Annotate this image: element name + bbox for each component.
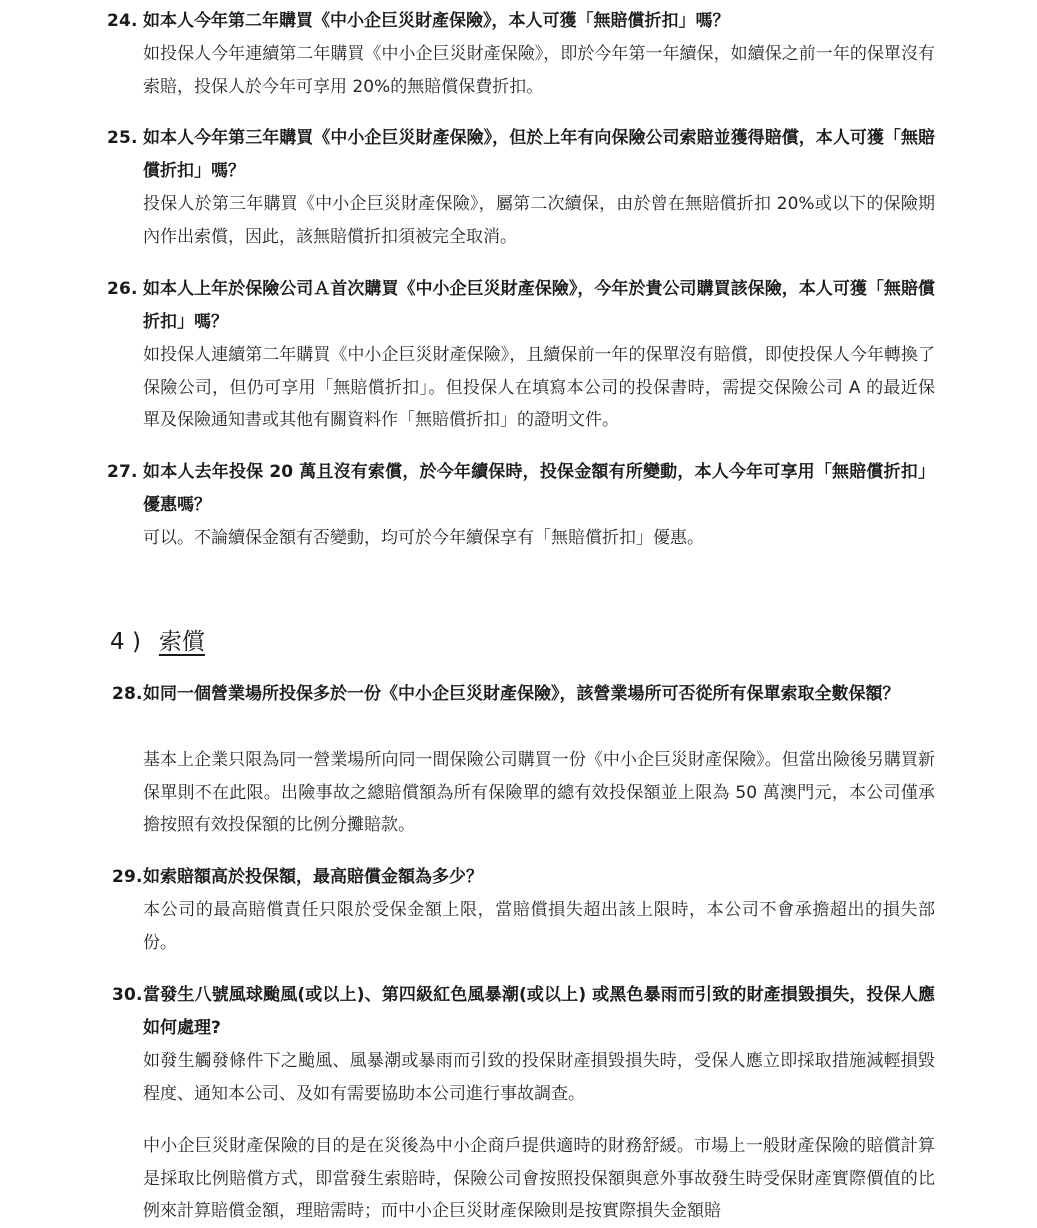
question-number: 24. [107, 11, 138, 31]
question-number: 26. [107, 279, 138, 299]
section-heading [110, 624, 205, 660]
closing-paragraph: 中小企巨災財產保險的目的是在災後為中小企商戶提供適時的財務舒緩。市場上一般財產保險的賠償計算是採取比例賠償方式，即當發生索賠時，保險公司會按照投保額與意外事故發生時受保財產實際價值的比例來計算賠償金額，理賠需時；而中小企巨災財產保險則是按實際損失金額賠 [143, 1136, 935, 1221]
section-number: 4 ) [110, 629, 141, 655]
answer-text: 基本上企業只限為同一營業場所向同一間保險公司購買一份《中小企巨災財產保險》。但當出險後另購買新保單則不在此限。出險事故之總賠償額為所有保險單的總有效投保額並上限為 50 萬澳門元，本公司僅承擔按照有效投保額的比例分攤賠款。 [143, 750, 935, 835]
question-text: 如索賠額高於投保額，最高賠償金額為多少？ [143, 867, 483, 887]
question-text: 當發生八號風球颱風(或以上)、第四級紅色風暴潮(或以上) 或黑色暴雨而引致的財產損毀損失，投保人應如何處理? [143, 985, 935, 1038]
question-text: 如本人去年投保 20 萬且沒有索償，於今年續保時，投保金額有所變動，本人今年可享用「無賠償折扣」優惠嗎？ [143, 462, 935, 515]
question-text: 如本人今年第三年購買《中小企巨災財產保險》，但於上年有向保險公司索賠並獲得賠償，本人可獲「無賠償折扣」嗎？ [143, 128, 935, 181]
answer-text: 可以。不論續保金額有否變動，均可於今年續保享有「無賠償折扣」優惠。 [143, 528, 704, 548]
question-text: 如本人今年第二年購買《中小企巨災財產保險》，本人可獲「無賠償折扣」嗎？ [143, 11, 730, 31]
answer-text: 如投保人今年連續第二年購買《中小企巨災財產保險》，即於今年第一年續保，如續保之前一年的保單沒有索賠，投保人於今年可享用 20%的無賠償保費折扣。 [143, 44, 935, 97]
question-text: 如本人上年於保險公司Ａ首次購買《中小企巨災財產保險》，今年於貴公司購買該保險，本人可獲「無賠償折扣」嗎？ [143, 279, 935, 332]
answer-text: 本公司的最高賠償責任只限於受保金額上限，當賠償損失超出該上限時，本公司不會承擔超出的損失部份。 [143, 900, 935, 953]
answer-text: 投保人於第三年購買《中小企巨災財產保險》，屬第二次續保，由於曾在無賠償折扣 20%或以下的保險期內作出索償，因此，該無賠償折扣須被完全取消。 [143, 194, 935, 247]
question-number: 25. [107, 128, 138, 148]
question-number: 30. [112, 985, 143, 1005]
section-title: 索償 [158, 629, 205, 655]
question-text: 如同一個營業場所投保多於一份《中小企巨災財產保險》，該營業場所可否從所有保單索取全數保額？ [143, 684, 900, 704]
answer-text: 如投保人連續第二年購買《中小企巨災財產保險》，且續保前一年的保單沒有賠償，即使投保人今年轉換了保險公司，但仍可享用「無賠償折扣」。但投保人在填寫本公司的投保書時，需提交保險公司 A 的最近保單及保險通知書或其他有關資料作「無賠償折扣」的證明文件。 [143, 345, 935, 430]
answer-text: 如發生觸發條件下之颱風、風暴潮或暴雨而引致的投保財產損毀損失時，受保人應立即採取措施減輕損毀程度、通知本公司、及如有需要協助本公司進行事故調查。 [143, 1051, 935, 1104]
question-number: 29. [112, 867, 143, 887]
question-number: 27. [107, 462, 138, 482]
question-number: 28. [112, 684, 143, 704]
